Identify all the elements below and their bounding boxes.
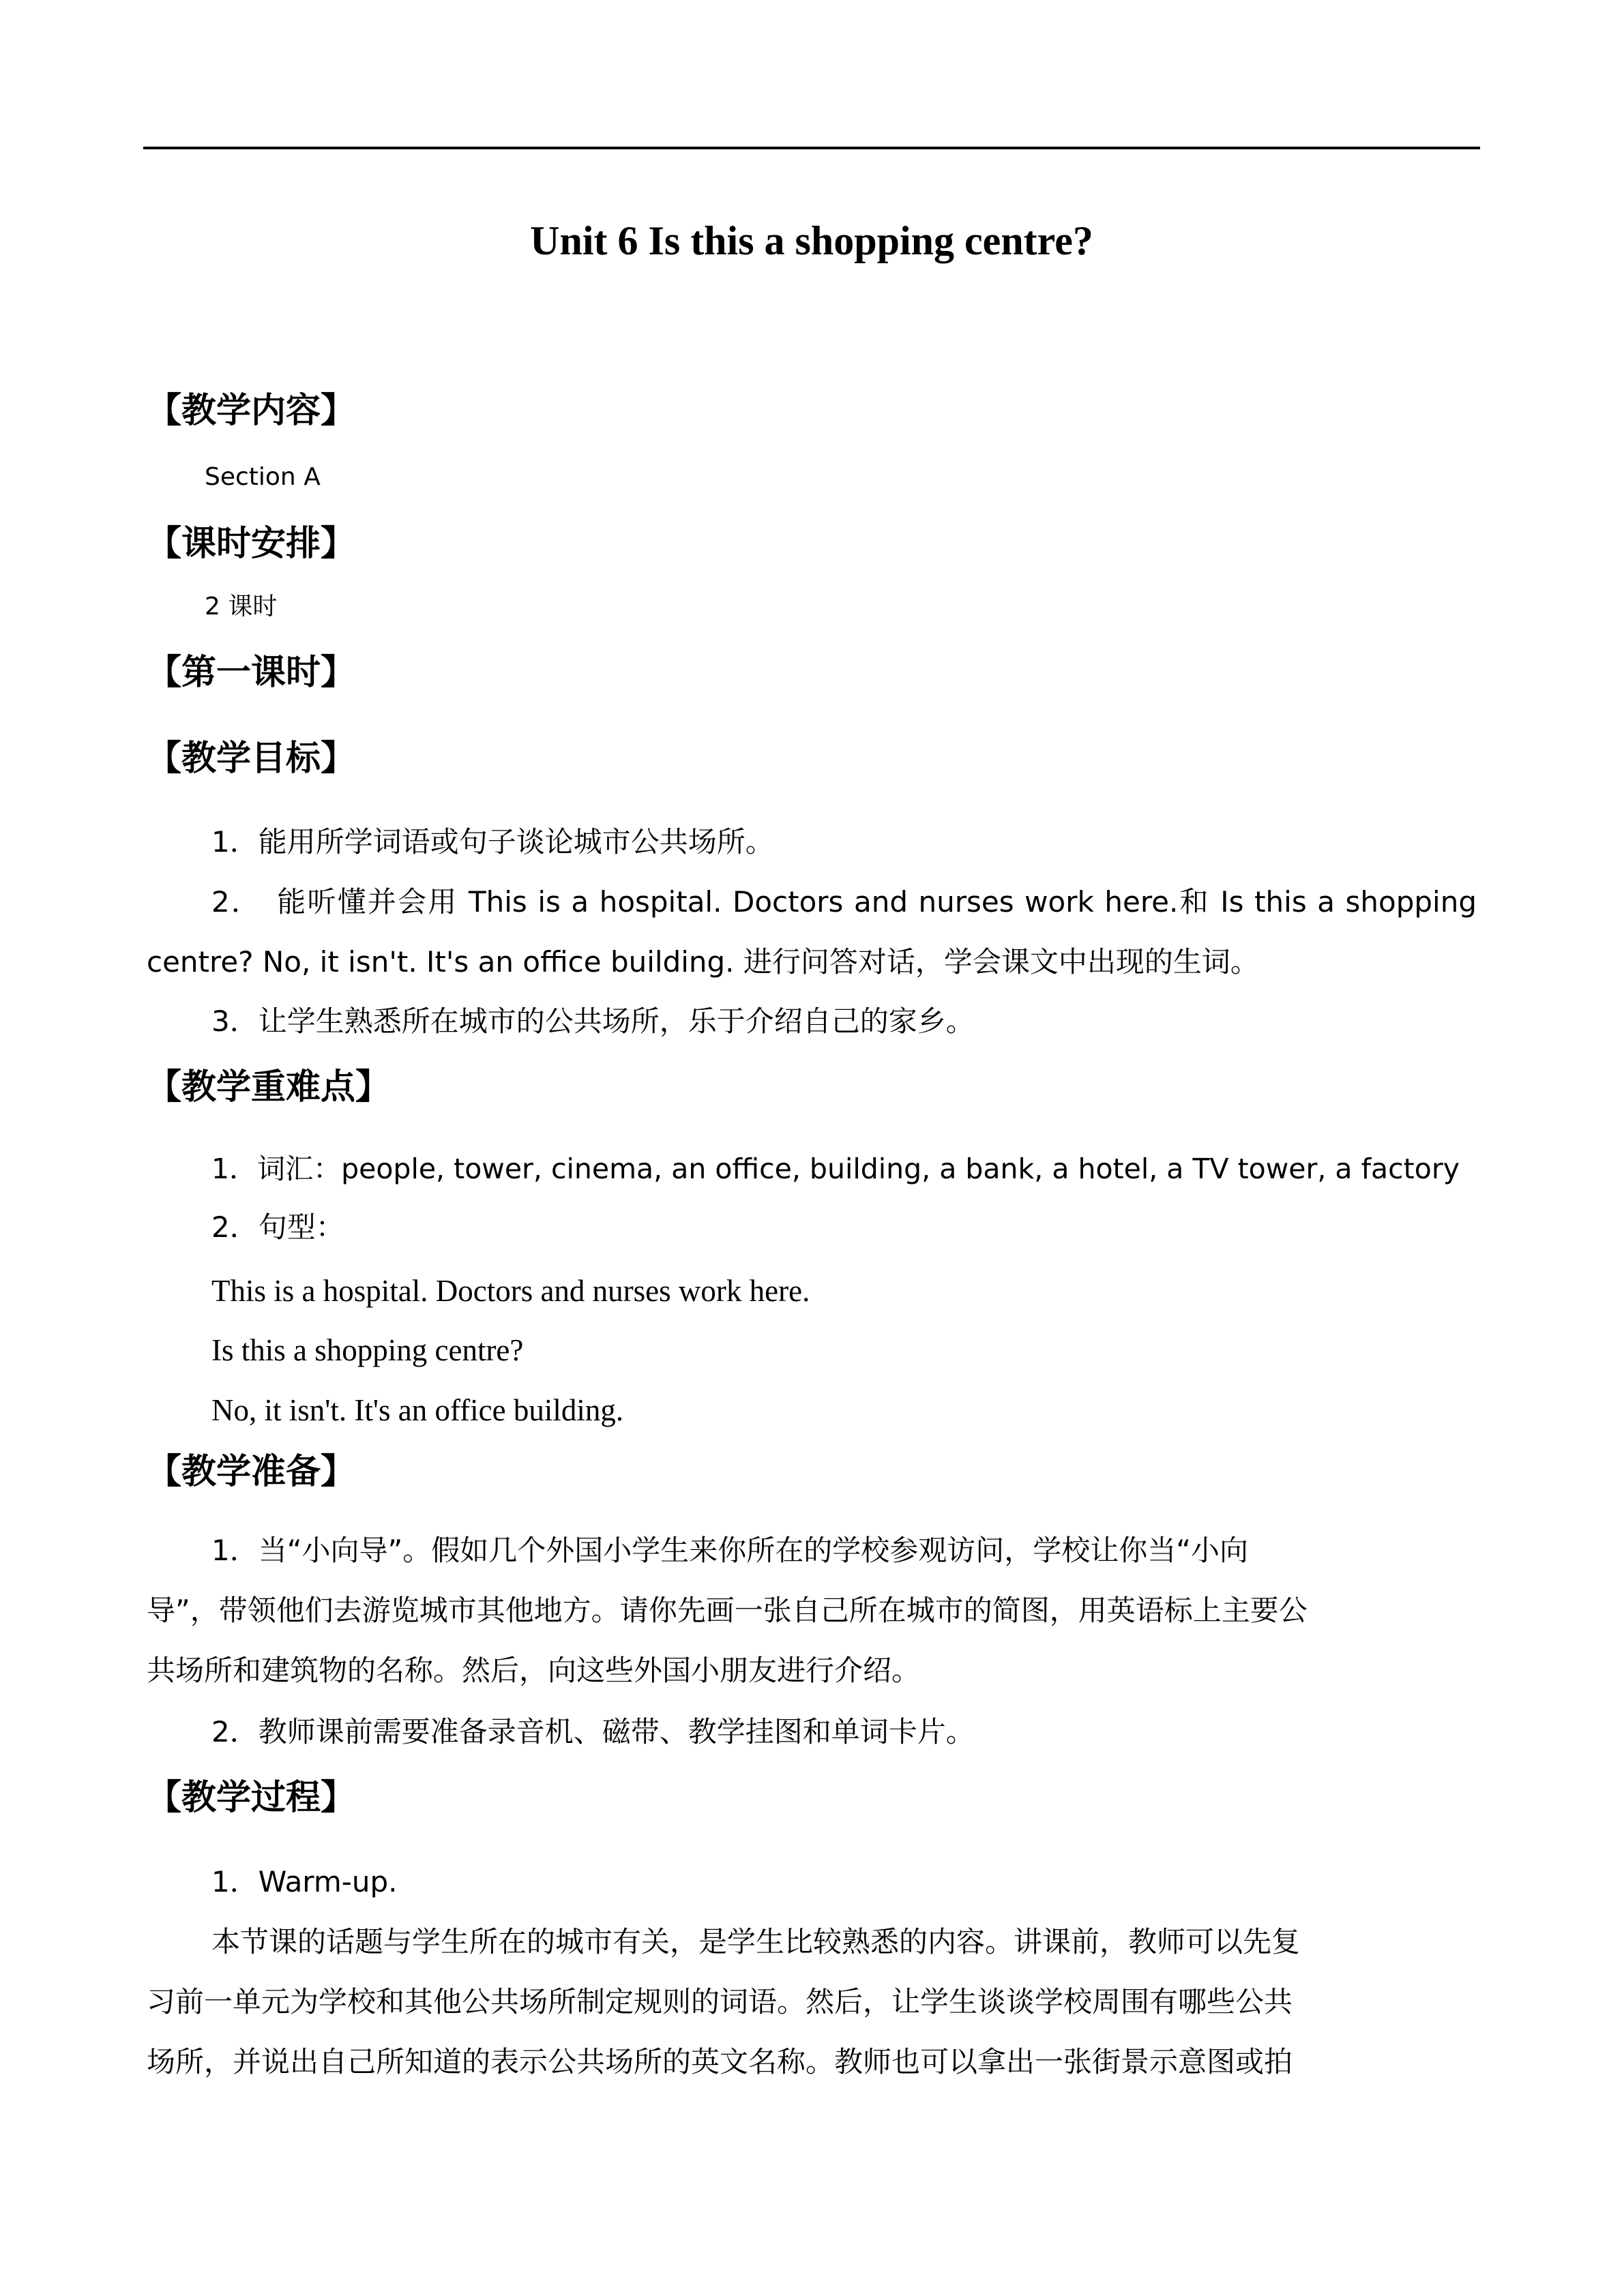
header-rule [143,147,1480,149]
goal-item-2-cont: centre? No, it isn't. It's an office building. 进行问答对话，学会课文中出现的生词。 [147,945,1259,979]
schedule-value: 2 课时 [205,593,278,621]
heading-teaching-content: 【教学内容】 [147,391,356,431]
heading-schedule: 【课时安排】 [147,524,356,564]
key-sentence-label: 2．句型： [211,1210,344,1244]
teaching-content-value: Section A [205,463,321,491]
heading-key-points: 【教学重难点】 [147,1067,391,1107]
goal-item-1: 1．能用所学词语或句子谈论城市公共场所。 [211,825,774,859]
process-paragraph-line-3: 场所，并说出自己所知道的表示公共场所的英文名称。教师也可以拿出一张街景示意图或拍 [147,2045,1293,2078]
prep-item-1: 1．当“小向导”。假如几个外国小学生来你所在的学校参观访问，学校让你当“小向 [211,1534,1249,1567]
goal-item-3: 3．让学生熟悉所在城市的公共场所，乐于介绍自己的家乡。 [211,1004,975,1038]
heading-goals: 【教学目标】 [147,739,356,779]
key-vocabulary: 1．词汇：people, tower, cinema, an office, building, a bank, a hotel, a TV tower, a factory [211,1152,1460,1185]
key-sentence-3: No, it isn't. It's an office building. [211,1393,624,1427]
document-title: Unit 6 Is this a shopping centre? [530,218,1093,263]
key-sentence-2: Is this a shopping centre? [211,1333,524,1367]
prep-item-1-cont-2: 共场所和建筑物的名称。然后，向这些外国小朋友进行介绍。 [147,1654,921,1687]
prep-item-2: 2．教师课前需要准备录音机、磁带、教学挂图和单词卡片。 [211,1715,975,1748]
heading-preparation: 【教学准备】 [147,1452,356,1492]
goal-item-2: 2． 能听懂并会用 This is a hospital. Doctors and nurses work here.和 Is this a shopping [211,885,1477,919]
key-sentence-1: This is a hospital. Doctors and nurses work here. [211,1274,810,1308]
process-paragraph-line-2: 习前一单元为学校和其他公共场所制定规则的词语。然后，让学生谈谈学校周围有哪些公共 [147,1985,1293,2018]
heading-process: 【教学过程】 [147,1778,356,1818]
process-paragraph-line-1: 本节课的话题与学生所在的城市有关，是学生比较熟悉的内容。讲课前，教师可以先复 [211,1925,1301,1958]
prep-item-1-cont-1: 导”，带领他们去游览城市其他地方。请你先画一张自己所在城市的简图，用英语标上主要公 [147,1594,1308,1627]
process-item-1: 1．Warm-up. [211,1865,398,1898]
heading-first-lesson: 【第一课时】 [147,653,356,693]
